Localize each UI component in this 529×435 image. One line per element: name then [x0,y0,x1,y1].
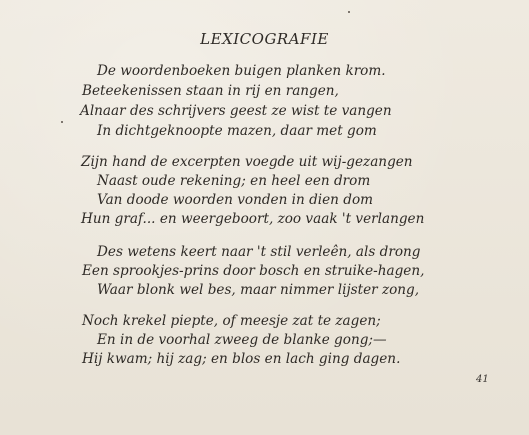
poem-line: Des wetens keert naar 't stil verleên, als drong [97,244,421,260]
poem-line: Noch krekel piepte, of meesje zat te zagen; [82,313,381,329]
poem-line: Hun graf... en weergeboort, zoo vaak 't verlangen [81,211,425,227]
poem-line: Beteekenissen staan in rij en rangen, [82,83,339,99]
poem-line: En in de voorhal zweeg de blanke gong;— [97,332,387,348]
paper-speck [348,11,350,13]
paper-speck [61,121,63,123]
poem-line: In dichtgeknoopte mazen, daar met gom [97,123,377,139]
poem-line: De woordenboeken buigen planken krom. [97,63,386,79]
poem-line: Hij kwam; hij zag; en blos en lach ging dagen. [82,351,401,367]
poem-line: Van doode woorden vonden in dien dom [97,192,374,208]
poem-line: Naast oude rekening; en heel een drom [97,173,371,189]
poem-line: Zijn hand de excerpten voegde uit wij-gezangen [81,154,413,170]
page-number: 41 [476,374,489,385]
poem-title: LEXICOGRAFIE [200,30,329,48]
poem-line: Alnaar des schrijvers geest ze wist te vangen [80,103,392,119]
poem-line: Waar blonk wel bes, maar nimmer lijster zong, [97,282,420,298]
poem-line: Een sprookjes-prins door bosch en struike-hagen, [82,263,425,279]
